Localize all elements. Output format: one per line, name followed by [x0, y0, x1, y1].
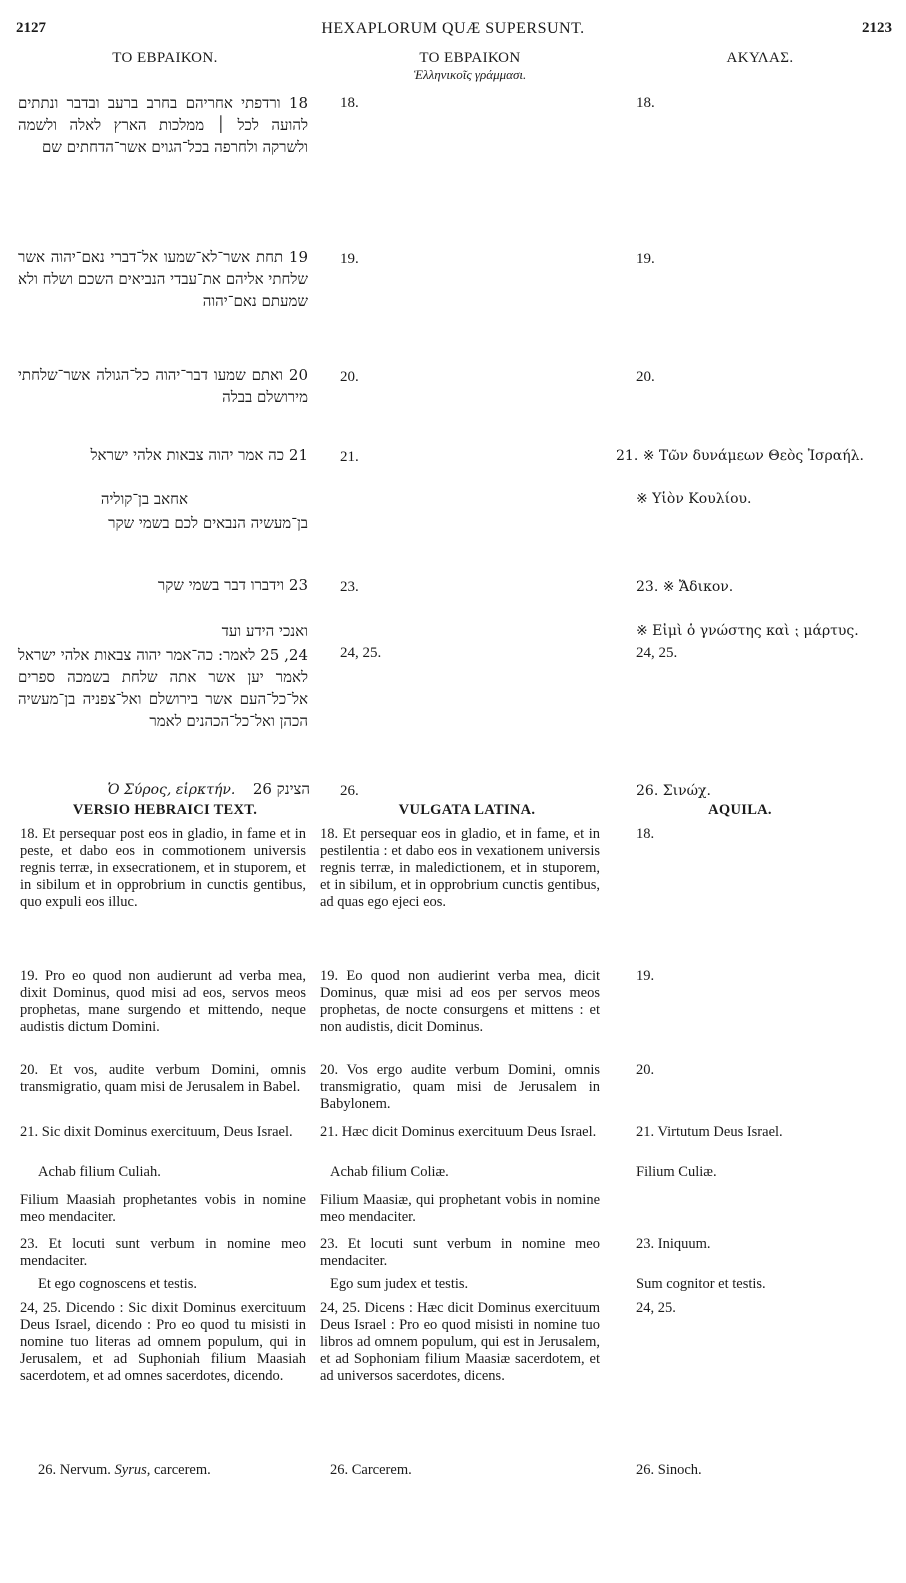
hebrew-verse-24-25: 24, 25 לאמר: כה־אמר יהוה צבאות אלהי ישראל לאמר יען אשר אתה שלחת בשמכה ספרים אל־כל־העם אשר בירושלם ואל־צפניה בן־מעשיה הכהן ואל־כל־הכהנים לאמר — [18, 646, 308, 730]
latin-vulg-21b: Achab filium Coliæ. — [330, 1164, 449, 1180]
latin-hebr-23: 23. Et locuti sunt verbum in nomine meo mendaciter. — [20, 1236, 306, 1269]
latin-aquila-21b: Filium Culiæ. — [636, 1164, 717, 1180]
latin-vulg-18: 18. Et persequar eos in gladio, et in fame, et in pestilentia : et dabo eos in vexationem universis regnis terræ, in maledictionem, et in stuporem, et in sibilum, et in opprobrium cunctis gentibus, ad quas ego ejeci eos. — [320, 826, 600, 910]
aquila-verse-24-25: 24, 25. — [636, 645, 678, 661]
latin-hebr-21c: Filium Maasiah prophetantes vobis in nomine meo mendaciter. — [20, 1192, 306, 1225]
translit-verse-19: 19. — [340, 251, 359, 267]
latin-aquila-26: 26. Sinoch. — [636, 1462, 702, 1478]
latin-hebr-21b: Achab filium Culiah. — [38, 1164, 161, 1180]
aquila-verse-26: 26. Σινώχ. — [636, 783, 711, 799]
latin-hebr-26 — [38, 1462, 306, 1479]
latin-vulg-21: 21. Hæc dicit Dominus exercituum Deus Israel. — [320, 1124, 597, 1140]
col2-head: ΤΟ ΕΒΡΑΙΚΟΝ Ἑλληνικοῖς γράμμασι. — [330, 50, 610, 83]
col3-head: ΑΚΥΛΑΣ. — [726, 50, 794, 66]
col2-subhead: Ἑλληνικοῖς γράμμασι. — [413, 67, 527, 82]
translit-verse-23: 23. — [340, 579, 359, 595]
translit-verse-20: 20. — [340, 369, 359, 385]
latin-aquila-24-25: 24, 25. — [636, 1300, 676, 1316]
latin-aquila-18: 18. — [636, 826, 655, 842]
hebrew-verse-26 — [40, 778, 310, 801]
latin-vulg-23b: Ego sum judex et testis. — [330, 1276, 469, 1292]
aquila-verse-23: 23. ※ Ἄδικον. — [636, 579, 734, 595]
latin-hebr-24-25: 24, 25. Dicendo : Sic dixit Dominus exercituum Deus Israel, dicendo : Pro eo quod tu misisti in nomine tuo literas ad omnem populum, qui in Jerusalem, et ad Suphoniah filium Maasiah sacerdotem, et ad omnes sacerdotes, dicendo. — [20, 1300, 306, 1384]
latin-vulg-26: 26. Carcerem. — [330, 1462, 412, 1478]
translit-verse-24-25: 24, 25. — [340, 645, 382, 661]
latin-hebr-23b: Et ego cognoscens et testis. — [38, 1276, 198, 1292]
latin-aquila-23b: Sum cognitor et testis. — [636, 1276, 766, 1292]
hebrew-verse-23: 23 וידברו דבר בשמי שקר — [157, 576, 308, 594]
latin-hebr-26-syrus: Syrus, — [114, 1462, 151, 1478]
latin-aquila-21: 21. Virtutum Deus Israel. — [636, 1124, 783, 1140]
hebrew-verse-21: 21 כה אמר יהוה צבאות אלהי ישראל — [90, 446, 308, 464]
col1-head: ΤΟ ΕΒΡΑΙΚΟΝ. — [112, 50, 218, 66]
hebrew-verse-19: 19 תחת אשר־לא־שמעו אל־דברי נאם־יהוה אשר שלחתי אליהם את־עבדי הנביאים השכם ושלח ולא שמעתם נאם־יהוה — [17, 248, 308, 310]
latin-hebr-21: 21. Sic dixit Dominus exercituum, Deus Israel. — [20, 1124, 293, 1140]
latin-hebr-19: 19. Pro eo quod non audierunt ad verba mea, dixit Dominus, quod misi ad eos, servos meos prophetas, mane surgendo et mittendo, neque audistis dictum Domini. — [20, 968, 306, 1035]
latin-hebr-20: 20. Et vos, audite verbum Domini, omnis transmigratio, quam misi de Jerusalem in Babel. — [20, 1062, 306, 1095]
aquila-verse-19: 19. — [636, 251, 655, 267]
latin-hebr-18: 18. Et persequar post eos in gladio, in fame et in peste, et dabo eos in commotionem universis regnis terræ, in exsecrationem, et in stuporem, et in sibilum et in opprobrium in cunctis gentibus, quo expuli eos illuc. — [20, 826, 306, 910]
aquila-verse-21: 21. ※ Τῶν δυνάμεων Θεὸς Ἰσραήλ. — [616, 448, 864, 464]
latin-hebr-26-a: 26. Nervum. — [38, 1462, 111, 1478]
latin-hebr-26-c: carcerem. — [154, 1462, 211, 1478]
latin-vulg-20: 20. Vos ergo audite verbum Domini, omnis transmigratio, quam misi de Jerusalem in Babylonem. — [320, 1062, 600, 1112]
latin-aquila-19: 19. — [636, 968, 655, 984]
latin-vulg-21c: Filium Maasiæ, qui prophetant vobis in nomine meo mendaciter. — [320, 1192, 600, 1225]
hebrew-verse-20: 20 ואתם שמעו דבר־יהוה כל־הגולה אשר־שלחתי מירושלם בבלה — [18, 366, 308, 406]
latin-aquila-23: 23. Iniquum. — [636, 1236, 711, 1252]
syrus-note: Ὁ Σύρος, εἱρκτήν. — [107, 782, 236, 798]
translit-verse-18: 18. — [340, 95, 359, 111]
hebrew-verse-18: 18 ורדפתי אחריהם בחרב ברעב ובדבר ונתתים להועה לכל ׀ ממלכות הארץ לאלה ולשמה ולשרקה ולחרפה בכל־הגוים אשר־הדחתים שם — [18, 94, 308, 156]
running-title: HEXAPLORUM QUÆ SUPERSUNT. — [321, 20, 585, 37]
aquila-verse-18: 18. — [636, 95, 655, 111]
latin-col3-head: AQUILA. — [708, 802, 772, 818]
latin-aquila-20: 20. — [636, 1062, 655, 1078]
translit-verse-21: 21. — [340, 449, 359, 465]
latin-vulg-23: 23. Et locuti sunt verbum in nomine meo mendaciter. — [320, 1236, 600, 1269]
page-number-right: 2123 — [862, 20, 892, 36]
aquila-verse-23b: ※ Εἰμὶ ὁ γνώστης καὶ ⁏ μάρτυς. — [636, 623, 859, 639]
latin-vulg-24-25: 24, 25. Dicens : Hæc dicit Dominus exercituum Deus Israel : Pro eo quod misisti in nomine tuo libros ad omnem populum, qui est in Jerusalem, et ad Sophoniam filium Maasiæ sacerdotem, et ad universos sacerdotes, dicens. — [320, 1300, 600, 1384]
aquila-verse-20: 20. — [636, 369, 655, 385]
latin-col1-head: VERSIO HEBRAICI TEXT. — [72, 802, 258, 818]
page-number-left: 2127 — [16, 20, 46, 36]
latin-vulg-19: 19. Eo quod non audierint verba mea, dicit Dominus, quæ misi ad eos per servos meos prophetas, de nocte consurgens et mittens : et non audistis, dicit Dominus. — [320, 968, 600, 1035]
latin-col2-head: VULGATA LATINA. — [398, 802, 536, 818]
aquila-verse-21b: ※ Υἱὸν Κουλίου. — [636, 491, 752, 507]
hebrew-word-26: 26 הצינק — [252, 780, 310, 798]
hebrew-verse-21-line2: אחאב בן־קוליה — [100, 490, 188, 508]
translit-verse-26: 26. — [340, 783, 359, 799]
hebrew-verse-21-line3: בן־מעשיה הנבאים לכם בשמי שקר — [108, 514, 308, 532]
hebrew-verse-23b: ואנכי הידע ועד — [221, 622, 308, 640]
